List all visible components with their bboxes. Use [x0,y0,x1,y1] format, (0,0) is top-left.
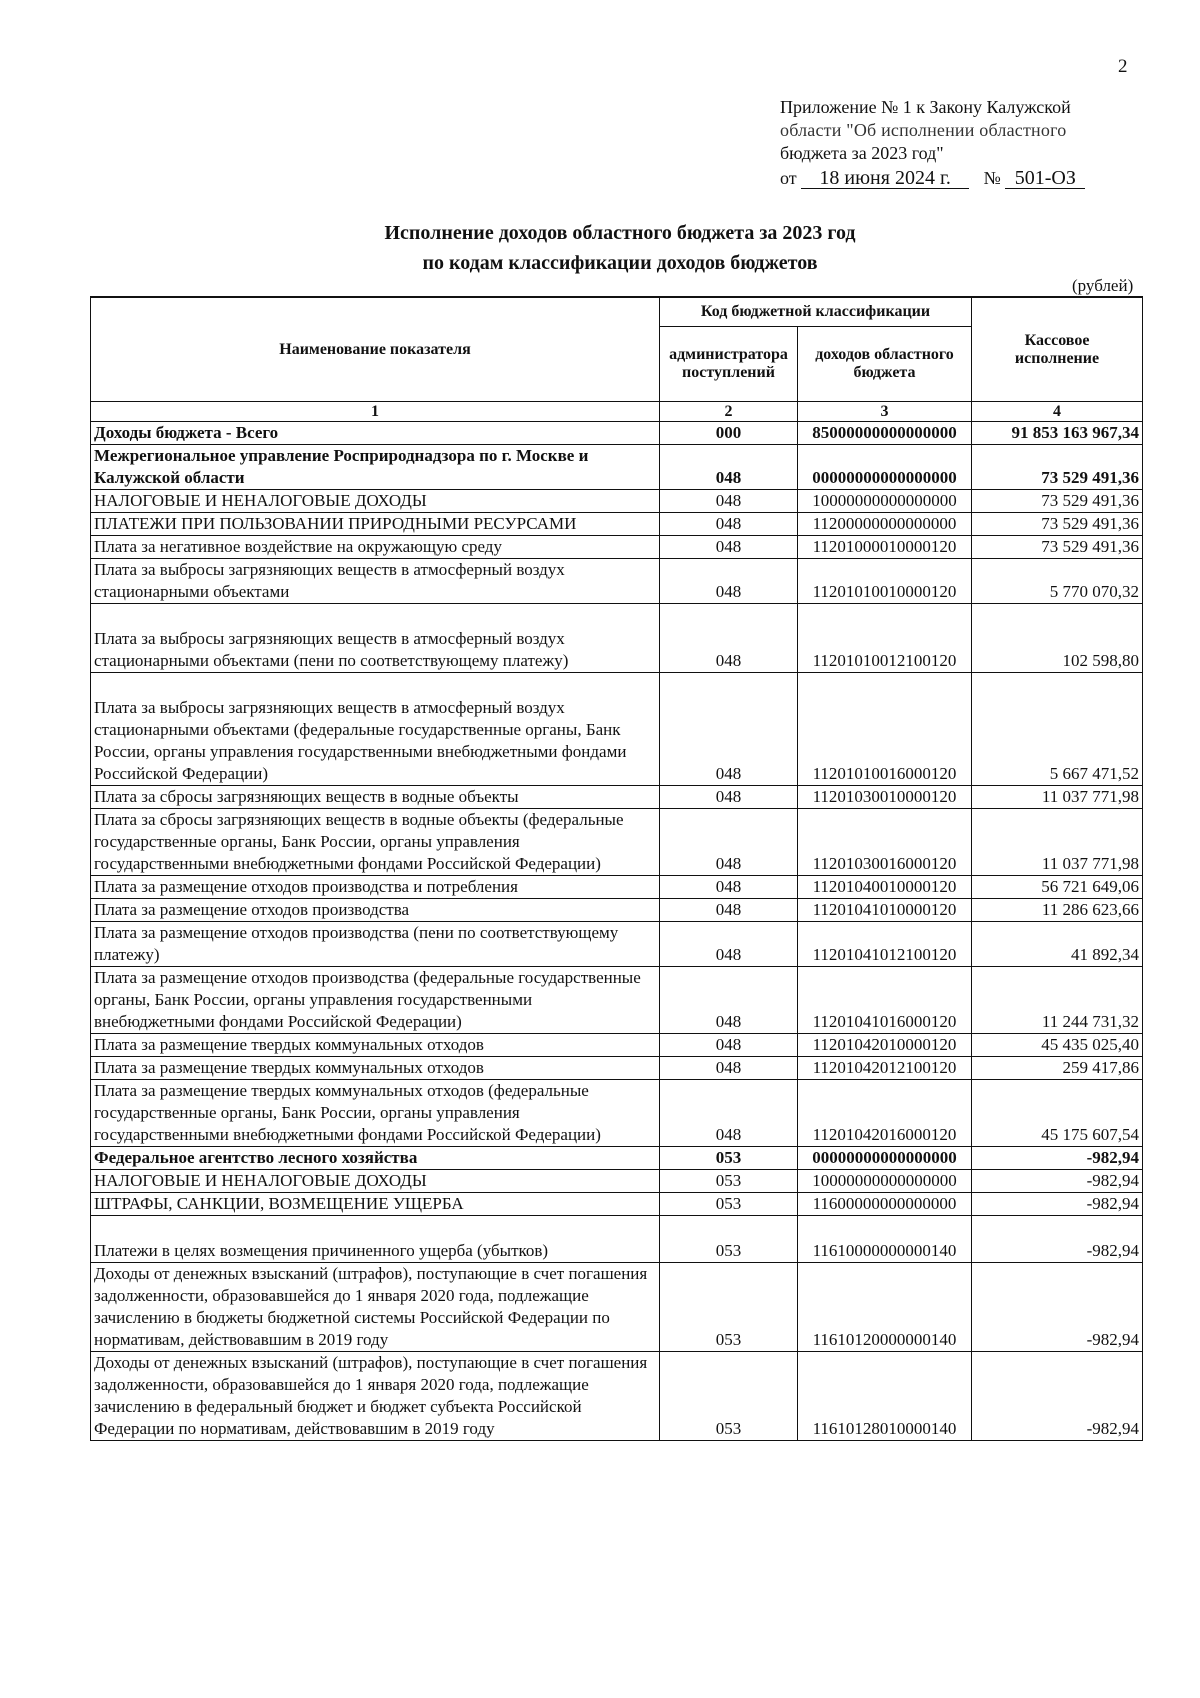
row-revenue-code: 11201042016000120 [798,1080,972,1147]
appendix-line-3: бюджета за 2023 год" [780,143,944,163]
row-admin-code: 000 [660,422,798,445]
row-name: Плата за выбросы загрязняющих веществ в атмосферный воздух стационарными объектами [91,559,660,604]
header-name: Наименование показателя [91,297,660,402]
row-amount: -982,94 [972,1216,1143,1263]
row-name: Федеральное агентство лесного хозяйства [91,1147,660,1170]
row-admin-code: 048 [660,604,798,673]
appendix-dateline [780,167,1160,190]
table-row [91,1080,1143,1147]
row-revenue-code: 11201042010000120 [798,1034,972,1057]
row-amount: 11 037 771,98 [972,809,1143,876]
row-revenue-code: 00000000000000000 [798,1147,972,1170]
row-admin-code: 048 [660,445,798,490]
row-admin-code: 053 [660,1263,798,1352]
appendix-note [780,96,1160,190]
number-label: № [983,168,1001,188]
row-amount: -982,94 [972,1352,1143,1441]
row-amount: 11 244 731,32 [972,967,1143,1034]
table-row [91,876,1143,899]
row-name: НАЛОГОВЫЕ И НЕНАЛОГОВЫЕ ДОХОДЫ [91,1170,660,1193]
row-name: Плата за размещение отходов производства (пени по соответствующему платежу) [91,922,660,967]
row-revenue-code: 10000000000000000 [798,1170,972,1193]
row-amount: 91 853 163 967,34 [972,422,1143,445]
row-admin-code: 048 [660,490,798,513]
row-name: Межрегиональное управление Росприроднадзора по г. Москве и Калужской области [91,445,660,490]
row-revenue-code: 11201030016000120 [798,809,972,876]
row-amount: 11 037 771,98 [972,786,1143,809]
row-amount: -982,94 [972,1170,1143,1193]
table-row [91,899,1143,922]
row-name: Доходы от денежных взысканий (штрафов), поступающие в счет погашения задолженности, образовавшейся до 1 января 2020 года, подлежащие зачислению в бюджеты бюджетной системы Российской Федерации по нормативам, действовавшим в 2019 году [91,1263,660,1352]
header-amount-text: Кассовое исполнение [1014,331,1100,367]
row-revenue-code: 00000000000000000 [798,445,972,490]
row-amount: 45 435 025,40 [972,1034,1143,1057]
row-name: Плата за сбросы загрязняющих веществ в водные объекты (федеральные государственные органы, Банк России, органы управления государственными внебюджетными фондами Российской Федерации) [91,809,660,876]
row-revenue-code: 11201041016000120 [798,967,972,1034]
row-admin-code: 048 [660,673,798,786]
row-amount: 5 770 070,32 [972,559,1143,604]
row-admin-code: 053 [660,1193,798,1216]
row-name: Доходы бюджета - Всего [91,422,660,445]
row-revenue-code: 11201000010000120 [798,536,972,559]
column-number: 4 [972,402,1143,422]
row-admin-code: 048 [660,899,798,922]
column-number: 2 [660,402,798,422]
row-admin-code: 048 [660,809,798,876]
table-row [91,536,1143,559]
row-revenue-code: 11600000000000000 [798,1193,972,1216]
law-date: 18 июня 2024 г. [801,168,969,189]
table-row [91,786,1143,809]
column-numbers-row [91,402,1143,422]
row-name: Плата за размещение отходов производства [91,899,660,922]
row-amount: 5 667 471,52 [972,673,1143,786]
revenue-table [90,296,1143,1441]
table-row [91,1057,1143,1080]
table-row [91,1170,1143,1193]
table-row [91,490,1143,513]
column-number: 3 [798,402,972,422]
row-revenue-code: 11610120000000140 [798,1263,972,1352]
table-row [91,809,1143,876]
row-admin-code: 053 [660,1170,798,1193]
page-number: 2 [1118,56,1128,77]
row-revenue-code: 11201010010000120 [798,559,972,604]
table-row [91,513,1143,536]
table-row [91,604,1143,673]
row-amount: -982,94 [972,1193,1143,1216]
row-amount: -982,94 [972,1263,1143,1352]
header-admin: администратора поступлений [660,327,798,402]
document-title [0,218,1200,278]
header-code [798,327,972,402]
table-row [91,422,1143,445]
column-number: 1 [91,402,660,422]
row-amount: 73 529 491,36 [972,490,1143,513]
row-amount: 259 417,86 [972,1057,1143,1080]
row-admin-code: 048 [660,1080,798,1147]
row-amount: 56 721 649,06 [972,876,1143,899]
row-name: Плата за размещение отходов производства (федеральные государственные органы, Банк России, органы управления государственными внебюджетными фондами Российской Федерации) [91,967,660,1034]
row-admin-code: 048 [660,967,798,1034]
row-amount: -982,94 [972,1147,1143,1170]
table-row [91,1147,1143,1170]
row-revenue-code: 11200000000000000 [798,513,972,536]
row-name: Плата за выбросы загрязняющих веществ в атмосферный воздух стационарными объектами (пени по соответствующему платежу) [91,604,660,673]
table-row [91,673,1143,786]
row-admin-code: 048 [660,513,798,536]
table-row [91,1193,1143,1216]
row-revenue-code: 11201010016000120 [798,673,972,786]
row-name: ШТРАФЫ, САНКЦИИ, ВОЗМЕЩЕНИЕ УЩЕРБА [91,1193,660,1216]
row-amount: 73 529 491,36 [972,536,1143,559]
table-row [91,1034,1143,1057]
row-amount: 11 286 623,66 [972,899,1143,922]
table-row [91,967,1143,1034]
row-amount: 73 529 491,36 [972,513,1143,536]
table-row [91,559,1143,604]
row-revenue-code: 11201041010000120 [798,899,972,922]
table-row [91,1216,1143,1263]
row-name: Плата за размещение твердых коммунальных отходов [91,1034,660,1057]
row-amount: 45 175 607,54 [972,1080,1143,1147]
row-admin-code: 053 [660,1147,798,1170]
row-admin-code: 048 [660,559,798,604]
title-line-1: Исполнение доходов областного бюджета за 2023 год [384,222,856,244]
row-revenue-code: 11201030010000120 [798,786,972,809]
row-name: Плата за сбросы загрязняющих веществ в водные объекты [91,786,660,809]
appendix-line-1: Приложение № 1 к Закону Калужской [780,97,1071,117]
row-revenue-code: 85000000000000000 [798,422,972,445]
row-admin-code: 048 [660,786,798,809]
table-row [91,922,1143,967]
row-admin-code: 048 [660,876,798,899]
law-number: 501-ОЗ [1005,168,1085,189]
appendix-line-2: области "Об исполнении областного [780,120,1067,140]
row-name: ПЛАТЕЖИ ПРИ ПОЛЬЗОВАНИИ ПРИРОДНЫМИ РЕСУРСАМИ [91,513,660,536]
row-name: Плата за негативное воздействие на окружающую среду [91,536,660,559]
row-name: Доходы от денежных взысканий (штрафов), поступающие в счет погашения задолженности, образовавшейся до 1 января 2020 года, подлежащие зачислению в федеральный бюджет и бюджет субъекта Российской Федерации по нормативам, действовавшим в 2019 году [91,1352,660,1441]
row-name: Плата за размещение твердых коммунальных отходов [91,1057,660,1080]
row-name: Плата за выбросы загрязняющих веществ в атмосферный воздух стационарными объектами (федеральные государственные органы, Банк России, органы управления государственными внебюджетными фондами Российской Федерации) [91,673,660,786]
row-admin-code: 048 [660,536,798,559]
header-classification: Код бюджетной классификации [660,297,972,327]
row-revenue-code: 11201041012100120 [798,922,972,967]
table-row [91,445,1143,490]
row-revenue-code: 11201042012100120 [798,1057,972,1080]
header-code-text: доходов областного бюджета [815,346,954,381]
row-amount: 102 598,80 [972,604,1143,673]
row-revenue-code: 11201040010000120 [798,876,972,899]
row-admin-code: 053 [660,1352,798,1441]
row-revenue-code: 11610128010000140 [798,1352,972,1441]
row-revenue-code: 11201010012100120 [798,604,972,673]
table-row [91,1352,1143,1441]
row-admin-code: 048 [660,922,798,967]
row-revenue-code: 10000000000000000 [798,490,972,513]
row-name: НАЛОГОВЫЕ И НЕНАЛОГОВЫЕ ДОХОДЫ [91,490,660,513]
row-revenue-code: 11610000000000140 [798,1216,972,1263]
units-label: (рублей) [1072,276,1134,295]
row-admin-code: 053 [660,1216,798,1263]
from-label: от [780,168,797,188]
row-admin-code: 048 [660,1034,798,1057]
header-amount [972,297,1143,402]
row-admin-code: 048 [660,1057,798,1080]
row-name: Плата за размещение твердых коммунальных отходов (федеральные государственные органы, Банк России, органы управления государственными внебюджетными фондами Российской Федерации) [91,1080,660,1147]
row-amount: 73 529 491,36 [972,445,1143,490]
table-row [91,1263,1143,1352]
title-line-2: по кодам классификации доходов бюджетов [422,252,818,274]
row-name: Платежи в целях возмещения причиненного ущерба (убытков) [91,1216,660,1263]
row-amount: 41 892,34 [972,922,1143,967]
row-name: Плата за размещение отходов производства и потребления [91,876,660,899]
